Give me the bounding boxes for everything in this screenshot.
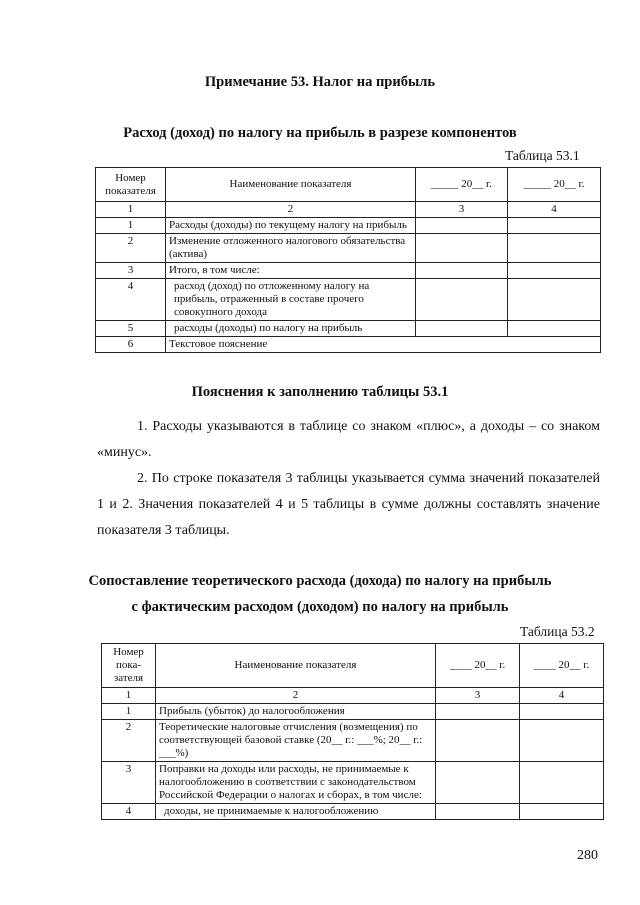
- table2-colnum: 2: [156, 688, 436, 704]
- table-row: [96, 279, 601, 321]
- table-row: [102, 720, 604, 762]
- value-cell: [416, 279, 508, 321]
- row-name: Прибыль (убыток) до налогообложения: [156, 704, 436, 720]
- row-name: Расходы (доходы) по текущему налогу на прибыль: [166, 218, 416, 234]
- row-name: расход (доход) по отложенному налогу на прибыль, отраженный в составе прочего совокупного дохода: [166, 279, 416, 321]
- value-cell: [508, 263, 601, 279]
- table-row: [96, 263, 601, 279]
- table2-header-name: Наименование показателя: [156, 644, 436, 688]
- value-cell: [508, 321, 601, 337]
- row-name: Изменение отложенного налогового обязательства (актива): [166, 234, 416, 263]
- row-number: 3: [102, 762, 156, 804]
- row-number: 5: [96, 321, 166, 337]
- table1-colnum: 2: [166, 202, 416, 218]
- row-number: 1: [96, 218, 166, 234]
- section1-title: Расход (доход) по налогу на прибыль в разрезе компонентов: [123, 125, 517, 141]
- value-cell: [508, 234, 601, 263]
- explanations-title: Пояснения к заполнению таблицы 53.1: [191, 384, 449, 400]
- table-row: [96, 321, 601, 337]
- table-row: [102, 704, 604, 720]
- table2-header-row: [102, 644, 604, 688]
- row-number: 2: [96, 234, 166, 263]
- row-name: Итого, в том числе:: [166, 263, 416, 279]
- value-cell: [508, 218, 601, 234]
- table-row: [96, 234, 601, 263]
- value-cell: [520, 720, 604, 762]
- value-cell: [520, 704, 604, 720]
- table2-header-year1: ____ 20__ г.: [436, 644, 520, 688]
- value-cell: [436, 804, 520, 820]
- table1-header-year1: _____ 20__ г.: [416, 168, 508, 202]
- table-row: [96, 337, 601, 353]
- page-number: 280: [577, 848, 598, 863]
- table1-header-year2: _____ 20__ г.: [508, 168, 601, 202]
- table2-header-num: Номер пока-зателя: [102, 644, 156, 688]
- value-cell: [520, 762, 604, 804]
- table-53-1: [95, 167, 601, 353]
- table1-colnum: 1: [96, 202, 166, 218]
- section2-title-line2: с фактическим расходом (доходом) по налогу на прибыль: [131, 599, 509, 615]
- row-number: 1: [102, 704, 156, 720]
- note-title: Примечание 53. Налог на прибыль: [204, 74, 436, 90]
- table1-colnum: 4: [508, 202, 601, 218]
- table-row: [102, 804, 604, 820]
- row-name: расходы (доходы) по налогу на прибыль: [166, 321, 416, 337]
- value-cell: [416, 321, 508, 337]
- table2-colnum: 1: [102, 688, 156, 704]
- value-cell: [416, 218, 508, 234]
- value-cell: [508, 279, 601, 321]
- value-cell: [436, 762, 520, 804]
- table2-caption: Таблица 53.2: [520, 624, 595, 639]
- value-cell: [520, 804, 604, 820]
- table-row: [102, 762, 604, 804]
- value-cell: [416, 263, 508, 279]
- value-cell: [436, 720, 520, 762]
- section2-title-line1: Сопоставление теоретического расхода (дохода) по налогу на прибыль: [88, 573, 552, 589]
- row-number: 6: [96, 337, 166, 353]
- table2-header-year2: ____ 20__ г.: [520, 644, 604, 688]
- explanation-item-1: 1. Расходы указываются в таблице со знаком «плюс», а доходы – со знаком «минус».: [97, 419, 600, 460]
- table1-caption: Таблица 53.1: [505, 148, 580, 163]
- row-number: 2: [102, 720, 156, 762]
- row-number: 3: [96, 263, 166, 279]
- row-name: доходы, не принимаемые к налогообложению: [156, 804, 436, 820]
- table1-header-name: Наименование показателя: [166, 168, 416, 202]
- table-53-2: [101, 643, 604, 820]
- value-cell: [436, 704, 520, 720]
- row-name: Теоретические налоговые отчисления (возмещения) по соответствующей базовой ставке (20__ г.: ___%; 20__ г.: ___%): [156, 720, 436, 762]
- row-number: 4: [102, 804, 156, 820]
- row-name: Текстовое пояснение: [166, 337, 601, 353]
- table2-colnum: 3: [436, 688, 520, 704]
- table1-header-row: [96, 168, 601, 202]
- table-row: [96, 218, 601, 234]
- table2-colnum: 4: [520, 688, 604, 704]
- row-name: Поправки на доходы или расходы, не принимаемые к налогообложению в соответствии с законодательством Российской Федерации о налогах и сборах, в том числе:: [156, 762, 436, 804]
- value-cell: [416, 234, 508, 263]
- table1-colnum: 3: [416, 202, 508, 218]
- table1-colnum-row: [96, 202, 601, 218]
- table2-colnum-row: [102, 688, 604, 704]
- row-number: 4: [96, 279, 166, 321]
- table1-header-num: Номер показателя: [96, 168, 166, 202]
- explanation-item-2: 2. По строке показателя 3 таблицы указывается сумма значений показателей 1 и 2. Значения показателей 4 и 5 таблицы в сумме должны составлять значение показателя 3 таблицы.: [97, 471, 600, 538]
